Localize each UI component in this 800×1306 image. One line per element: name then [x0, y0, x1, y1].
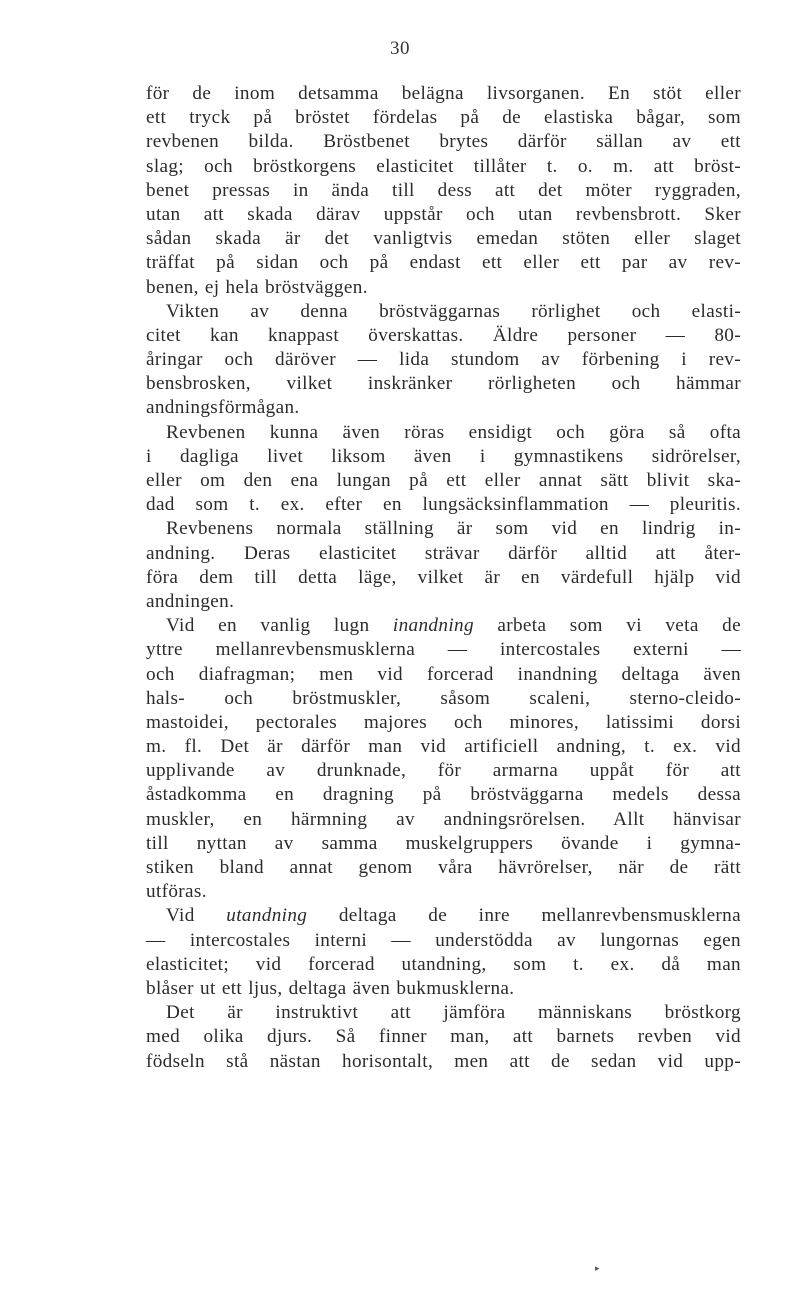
- text-line: hals- och bröstmuskler, såsom scaleni, sterno-cleido-: [146, 687, 741, 709]
- text-line: Vikten av denna bröstväggarnas rörlighet och elasti-: [166, 300, 741, 322]
- text-line: bensbrosken, vilket inskränker rörligheten och hämmar: [146, 373, 741, 395]
- text-segment: arbeta som vi veta de: [473, 615, 741, 637]
- text-line: träffat på sidan och på endast ett eller ett par av rev-: [146, 252, 741, 274]
- text-line: [146, 904, 741, 928]
- text-line: yttre mellanrevbensmusklerna — intercostales externi —: [146, 639, 741, 661]
- text-line: för de inom detsamma belägna livsorganen. En stöt eller: [146, 83, 741, 104]
- text-line: citet kan knappast överskattas. Äldre personer — 80-: [146, 324, 741, 346]
- text-line: andningen.: [146, 590, 235, 612]
- text-line: muskler, en härmning av andningsrörelsen. Allt hänvisar: [146, 808, 741, 830]
- text-line: m. fl. Det är därför man vid artificiell andning, t. ex. vid: [146, 736, 741, 758]
- text-line: — intercostales interni — understödda av lungornas egen: [146, 929, 741, 951]
- text-line: utföras.: [146, 881, 207, 903]
- text-line: eller om den ena lungan på ett eller annat sätt blivit ska-: [146, 470, 741, 491]
- text-line: Revbenen kunna även röras ensidigt och göra så ofta: [166, 421, 741, 443]
- text-line: åstadkomma en dragning på bröstväggarna medels dessa: [146, 784, 741, 806]
- text-line: andning. Deras elasticitet strävar därför alltid att åter-: [146, 542, 741, 564]
- text-line: Revbenens normala ställning är som vid en lindrig in-: [166, 518, 741, 540]
- text-line: åringar och däröver — lida stundom av förbening i rev-: [146, 349, 741, 371]
- bullet-mark: ▸: [595, 1264, 600, 1274]
- text-segment: Vid: [166, 905, 227, 927]
- emphasized-term: utandning: [226, 905, 308, 927]
- text-line: med olika djurs. Så finner man, att barnets revben vid: [146, 1026, 741, 1048]
- text-line: andningsförmågan.: [146, 397, 300, 419]
- text-segment: Vid en vanlig lugn: [166, 615, 393, 637]
- text-line: elasticitet; vid forcerad utandning, som t. ex. då man: [146, 953, 741, 975]
- emphasized-term: inandning: [392, 615, 474, 637]
- page-number: 30: [390, 38, 410, 59]
- text-line: revbenen bilda. Bröstbenet brytes därför sällan av ett: [146, 131, 741, 153]
- text-line: dad som t. ex. efter en lungsäcksinflammation — pleuritis.: [146, 494, 741, 516]
- text-segment: deltaga de inre mellanrevbensmusklerna: [307, 905, 741, 927]
- text-line: utan att skada därav uppstår och utan revbensbrott. Sker: [146, 203, 741, 225]
- text-line: föra dem till detta läge, vilket är en värdefull hjälp vid: [146, 566, 741, 588]
- text-line: benen, ej hela bröstväggen.: [146, 276, 368, 298]
- text-line: födseln stå nästan horisontalt, men att de sedan vid upp-: [146, 1050, 741, 1072]
- text-line: och diafragman; men vid forcerad inandning deltaga även: [146, 663, 741, 685]
- text-line: till nyttan av samma muskelgruppers övande i gymna-: [146, 832, 741, 854]
- text-line: benet pressas in ända till dess att det möter ryggraden,: [146, 179, 741, 201]
- text-line: ett tryck på bröstet fördelas på de elastiska bågar, som: [146, 107, 741, 129]
- text-line: sådan skada är det vanligtvis emedan stöten eller slaget: [146, 228, 741, 250]
- body-text: [146, 82, 741, 1074]
- text-line: i dagliga livet liksom även i gymnastikens sidrörelser,: [146, 445, 741, 467]
- text-line: mastoidei, pectorales majores och minores, latissimi dorsi: [146, 711, 741, 733]
- text-line: stiken bland annat genom våra hävrörelser, när de rätt: [146, 857, 741, 878]
- text-line: blåser ut ett ljus, deltaga även bukmusklerna.: [146, 977, 515, 999]
- text-line: [146, 614, 741, 638]
- text-line: upplivande av drunknade, för armarna uppåt för att: [146, 760, 741, 782]
- text-line: slag; och bröstkorgens elasticitet tillåter t. o. m. att bröst-: [146, 155, 741, 177]
- text-line: Det är instruktivt att jämföra människans bröstkorg: [166, 1002, 741, 1024]
